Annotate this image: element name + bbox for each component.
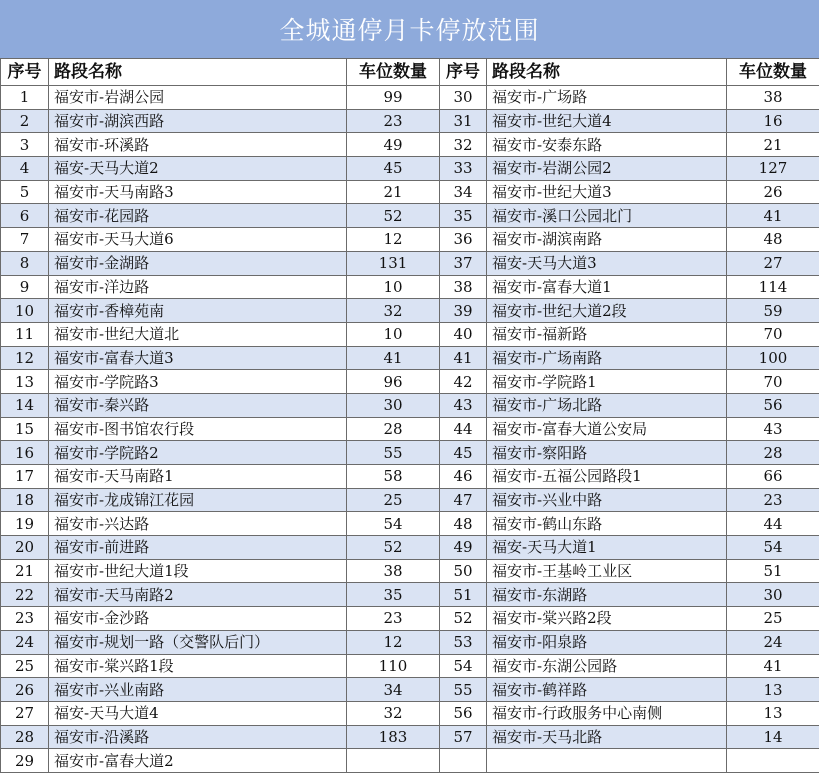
space-count-right: 27	[727, 251, 819, 275]
road-name-left: 福安市-龙成锦江花园	[49, 488, 347, 512]
space-count-left	[347, 749, 440, 773]
road-name-left: 福安市-富春大道3	[49, 346, 347, 370]
table-row	[1, 583, 819, 607]
road-name-left: 福安市-学院路2	[49, 441, 347, 465]
road-name-right	[487, 749, 727, 773]
road-name-left: 福安市-天马南路2	[49, 583, 347, 607]
road-name-left: 福安市-学院路3	[49, 370, 347, 394]
road-name-right: 福安市-安泰东路	[487, 133, 727, 157]
row-number-right: 49	[440, 536, 487, 560]
road-name-left: 福安-天马大道4	[49, 701, 347, 725]
header-count-right: 车位数量	[727, 59, 819, 86]
table-row	[1, 133, 819, 157]
row-number-right: 41	[440, 346, 487, 370]
table-row	[1, 465, 819, 489]
road-name-right: 福安市-富春大道公安局	[487, 417, 727, 441]
road-name-left: 福安市-湖滨西路	[49, 109, 347, 133]
road-name-left: 福安市-富春大道2	[49, 749, 347, 773]
road-name-left: 福安市-秦兴路	[49, 393, 347, 417]
row-number-right: 39	[440, 299, 487, 323]
road-name-right: 福安市-富春大道1	[487, 275, 727, 299]
space-count-left: 110	[347, 654, 440, 678]
space-count-right: 66	[727, 465, 819, 489]
space-count-left: 34	[347, 678, 440, 702]
table-title: 全城通停月卡停放范围	[0, 0, 819, 59]
space-count-right: 44	[727, 512, 819, 536]
road-name-right: 福安市-世纪大道3	[487, 180, 727, 204]
road-name-left: 福安市-天马南路1	[49, 465, 347, 489]
row-number-right: 30	[440, 86, 487, 110]
road-name-left: 福安市-前进路	[49, 536, 347, 560]
space-count-right: 59	[727, 299, 819, 323]
row-number-left: 9	[1, 275, 49, 299]
table-row	[1, 701, 819, 725]
road-name-right: 福安市-溪口公园北门	[487, 204, 727, 228]
header-count-left: 车位数量	[347, 59, 440, 86]
row-number-left: 10	[1, 299, 49, 323]
space-count-left: 55	[347, 441, 440, 465]
row-number-right: 32	[440, 133, 487, 157]
road-name-left: 福安市-天马大道6	[49, 228, 347, 252]
road-name-right: 福安市-学院路1	[487, 370, 727, 394]
row-number-right: 54	[440, 654, 487, 678]
space-count-right: 114	[727, 275, 819, 299]
space-count-left: 12	[347, 630, 440, 654]
road-name-right: 福安市-棠兴路2段	[487, 607, 727, 631]
space-count-left: 38	[347, 559, 440, 583]
space-count-left: 96	[347, 370, 440, 394]
space-count-right: 43	[727, 417, 819, 441]
space-count-left: 32	[347, 299, 440, 323]
road-name-right: 福安市-广场路	[487, 86, 727, 110]
road-name-left: 福安市-天马南路3	[49, 180, 347, 204]
row-number-right: 45	[440, 441, 487, 465]
table-row	[1, 678, 819, 702]
road-name-right: 福安市-天马北路	[487, 725, 727, 749]
row-number-left: 25	[1, 654, 49, 678]
row-number-right: 42	[440, 370, 487, 394]
road-name-left: 福安市-香樟苑南	[49, 299, 347, 323]
road-name-left: 福安市-金湖路	[49, 251, 347, 275]
space-count-right: 48	[727, 228, 819, 252]
space-count-left: 23	[347, 607, 440, 631]
road-name-right: 福安市-阳泉路	[487, 630, 727, 654]
table-row	[1, 559, 819, 583]
row-number-right: 50	[440, 559, 487, 583]
row-number-left: 17	[1, 465, 49, 489]
row-number-left: 16	[1, 441, 49, 465]
table-row	[1, 488, 819, 512]
road-name-left: 福安市-金沙路	[49, 607, 347, 631]
road-name-right: 福安市-五福公园路段1	[487, 465, 727, 489]
row-number-right: 53	[440, 630, 487, 654]
row-number-right: 52	[440, 607, 487, 631]
row-number-left: 8	[1, 251, 49, 275]
row-number-right: 47	[440, 488, 487, 512]
row-number-left: 23	[1, 607, 49, 631]
row-number-left: 7	[1, 228, 49, 252]
space-count-right: 25	[727, 607, 819, 631]
space-count-left: 99	[347, 86, 440, 110]
row-number-left: 2	[1, 109, 49, 133]
space-count-right	[727, 749, 819, 773]
road-name-right: 福安市-广场南路	[487, 346, 727, 370]
space-count-right: 24	[727, 630, 819, 654]
space-count-left: 32	[347, 701, 440, 725]
space-count-right: 127	[727, 157, 819, 181]
road-name-right: 福安市-行政服务中心南侧	[487, 701, 727, 725]
row-number-left: 5	[1, 180, 49, 204]
space-count-left: 41	[347, 346, 440, 370]
row-number-right: 34	[440, 180, 487, 204]
space-count-left: 28	[347, 417, 440, 441]
road-name-right: 福安市-广场北路	[487, 393, 727, 417]
row-number-left: 22	[1, 583, 49, 607]
row-number-left: 24	[1, 630, 49, 654]
row-number-right: 40	[440, 322, 487, 346]
space-count-right: 41	[727, 204, 819, 228]
space-count-right: 28	[727, 441, 819, 465]
road-name-right: 福安市-东湖路	[487, 583, 727, 607]
header-name-left: 路段名称	[49, 59, 347, 86]
table-row	[1, 275, 819, 299]
row-number-right: 44	[440, 417, 487, 441]
row-number-left: 26	[1, 678, 49, 702]
space-count-right: 16	[727, 109, 819, 133]
space-count-right: 38	[727, 86, 819, 110]
row-number-right	[440, 749, 487, 773]
header-no-right: 序号	[440, 59, 487, 86]
row-number-right: 36	[440, 228, 487, 252]
space-count-right: 70	[727, 322, 819, 346]
space-count-left: 52	[347, 204, 440, 228]
road-name-right: 福安-天马大道1	[487, 536, 727, 560]
table-row	[1, 536, 819, 560]
row-number-left: 18	[1, 488, 49, 512]
table-row	[1, 417, 819, 441]
road-name-left: 福安市-岩湖公园	[49, 86, 347, 110]
table-row	[1, 441, 819, 465]
road-name-right: 福安市-岩湖公园2	[487, 157, 727, 181]
row-number-right: 35	[440, 204, 487, 228]
row-number-left: 6	[1, 204, 49, 228]
table-row	[1, 204, 819, 228]
row-number-left: 27	[1, 701, 49, 725]
row-number-right: 33	[440, 157, 487, 181]
road-name-left: 福安市-兴达路	[49, 512, 347, 536]
table-row	[1, 322, 819, 346]
row-number-right: 38	[440, 275, 487, 299]
table-row	[1, 109, 819, 133]
road-name-left: 福安市-规划一路（交警队后门）	[49, 630, 347, 654]
space-count-right: 54	[727, 536, 819, 560]
space-count-right: 56	[727, 393, 819, 417]
space-count-right: 13	[727, 678, 819, 702]
space-count-left: 49	[347, 133, 440, 157]
space-count-left: 45	[347, 157, 440, 181]
table-row	[1, 749, 819, 773]
row-number-right: 57	[440, 725, 487, 749]
table-row	[1, 251, 819, 275]
table-row	[1, 86, 819, 110]
row-number-right: 56	[440, 701, 487, 725]
row-number-right: 51	[440, 583, 487, 607]
space-count-right: 14	[727, 725, 819, 749]
road-name-right: 福安市-察阳路	[487, 441, 727, 465]
space-count-right: 70	[727, 370, 819, 394]
row-number-right: 55	[440, 678, 487, 702]
row-number-right: 37	[440, 251, 487, 275]
space-count-left: 52	[347, 536, 440, 560]
road-name-right: 福安市-世纪大道2段	[487, 299, 727, 323]
space-count-left: 183	[347, 725, 440, 749]
row-number-right: 43	[440, 393, 487, 417]
road-name-right: 福安-天马大道3	[487, 251, 727, 275]
space-count-right: 41	[727, 654, 819, 678]
space-count-left: 131	[347, 251, 440, 275]
road-name-right: 福安市-湖滨南路	[487, 228, 727, 252]
header-no-left: 序号	[1, 59, 49, 86]
space-count-left: 23	[347, 109, 440, 133]
road-name-right: 福安市-鹤祥路	[487, 678, 727, 702]
road-name-left: 福安市-花园路	[49, 204, 347, 228]
row-number-left: 21	[1, 559, 49, 583]
table-row	[1, 512, 819, 536]
space-count-left: 30	[347, 393, 440, 417]
space-count-right: 100	[727, 346, 819, 370]
row-number-left: 4	[1, 157, 49, 181]
row-number-right: 46	[440, 465, 487, 489]
row-number-left: 14	[1, 393, 49, 417]
table-row	[1, 607, 819, 631]
space-count-left: 25	[347, 488, 440, 512]
road-name-left: 福安市-洋边路	[49, 275, 347, 299]
space-count-left: 35	[347, 583, 440, 607]
road-name-left: 福安市-棠兴路1段	[49, 654, 347, 678]
space-count-right: 23	[727, 488, 819, 512]
table-row	[1, 393, 819, 417]
road-name-left: 福安市-兴业南路	[49, 678, 347, 702]
road-name-left: 福安市-沿溪路	[49, 725, 347, 749]
table-row	[1, 725, 819, 749]
space-count-left: 58	[347, 465, 440, 489]
table-row	[1, 654, 819, 678]
road-name-right: 福安市-鹤山东路	[487, 512, 727, 536]
row-number-left: 12	[1, 346, 49, 370]
road-name-left: 福安市-世纪大道1段	[49, 559, 347, 583]
road-name-right: 福安市-兴业中路	[487, 488, 727, 512]
road-name-left: 福安市-图书馆农行段	[49, 417, 347, 441]
road-name-left: 福安-天马大道2	[49, 157, 347, 181]
row-number-left: 19	[1, 512, 49, 536]
space-count-left: 21	[347, 180, 440, 204]
road-name-left: 福安市-世纪大道北	[49, 322, 347, 346]
parking-table	[0, 58, 819, 773]
road-name-right: 福安市-福新路	[487, 322, 727, 346]
space-count-right: 30	[727, 583, 819, 607]
row-number-left: 20	[1, 536, 49, 560]
table-row	[1, 157, 819, 181]
row-number-left: 11	[1, 322, 49, 346]
header-row	[1, 59, 819, 86]
space-count-left: 10	[347, 322, 440, 346]
space-count-right: 21	[727, 133, 819, 157]
table-row	[1, 180, 819, 204]
row-number-right: 31	[440, 109, 487, 133]
table-row	[1, 299, 819, 323]
table-row	[1, 630, 819, 654]
header-name-right: 路段名称	[487, 59, 727, 86]
space-count-left: 10	[347, 275, 440, 299]
row-number-left: 29	[1, 749, 49, 773]
space-count-left: 54	[347, 512, 440, 536]
row-number-left: 13	[1, 370, 49, 394]
row-number-left: 15	[1, 417, 49, 441]
row-number-left: 28	[1, 725, 49, 749]
road-name-right: 福安市-王基岭工业区	[487, 559, 727, 583]
table-row	[1, 346, 819, 370]
row-number-left: 1	[1, 86, 49, 110]
table-row	[1, 228, 819, 252]
road-name-right: 福安市-东湖公园路	[487, 654, 727, 678]
space-count-right: 26	[727, 180, 819, 204]
road-name-left: 福安市-环溪路	[49, 133, 347, 157]
row-number-left: 3	[1, 133, 49, 157]
space-count-left: 12	[347, 228, 440, 252]
space-count-right: 13	[727, 701, 819, 725]
table-row	[1, 370, 819, 394]
table-body	[1, 86, 819, 773]
row-number-right: 48	[440, 512, 487, 536]
road-name-right: 福安市-世纪大道4	[487, 109, 727, 133]
space-count-right: 51	[727, 559, 819, 583]
